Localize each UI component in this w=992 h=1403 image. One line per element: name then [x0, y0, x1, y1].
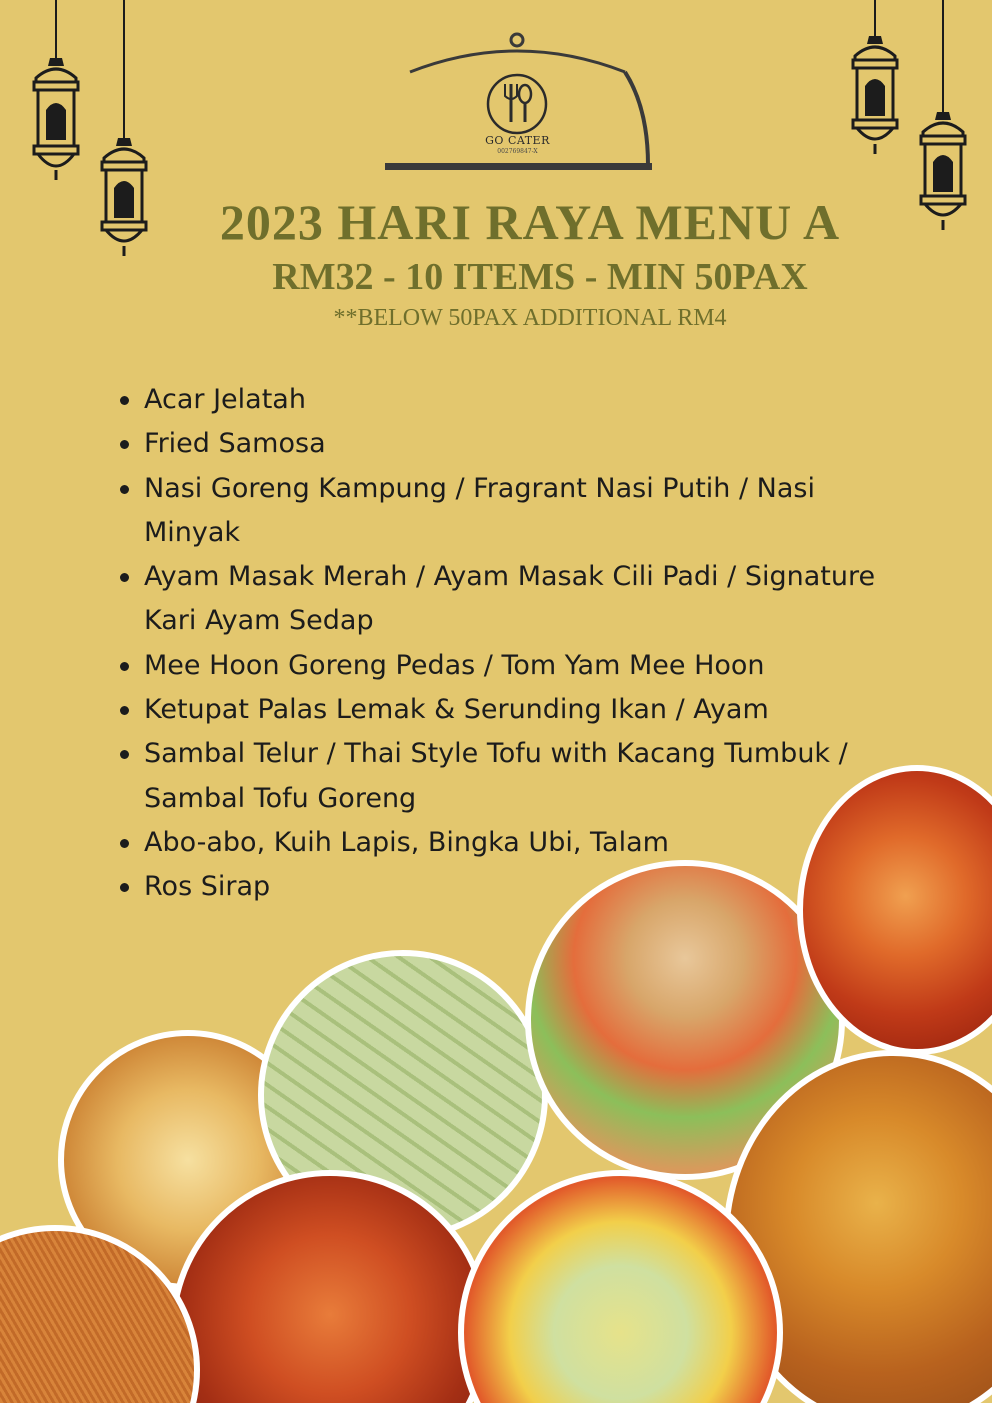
menu-item: Fried Samosa	[118, 422, 878, 466]
brand-name: GO CATER	[485, 134, 550, 147]
hanging-lantern-icon	[28, 0, 84, 185]
menu-item: Nasi Goreng Kampung / Fragrant Nasi Putih / Nasi Minyak	[118, 467, 878, 556]
brand-registration: 002769847-X	[497, 148, 538, 155]
price-line: RM32 - 10 ITEMS - MIN 50PAX	[272, 256, 808, 298]
fork-spoon-icon	[485, 72, 549, 136]
hanging-lantern-icon	[847, 0, 903, 160]
menu-list	[118, 378, 878, 910]
menu-item: Mee Hoon Goreng Pedas / Tom Yam Mee Hoon	[118, 644, 878, 688]
menu-item: Ayam Masak Merah / Ayam Masak Cili Padi / Signature Kari Ayam Sedap	[118, 555, 878, 644]
pax-note: **BELOW 50PAX ADDITIONAL RM4	[333, 305, 727, 331]
page-title: 2023 HARI RAYA MENU A	[219, 194, 841, 250]
hanging-lantern-icon	[915, 0, 971, 236]
menu-item: Ketupat Palas Lemak & Serunding Ikan / Ayam	[118, 688, 878, 732]
menu-item: Acar Jelatah	[118, 378, 878, 422]
menu-item: Abo-abo, Kuih Lapis, Bingka Ubi, Talam	[118, 821, 878, 865]
hanging-lantern-icon	[96, 0, 152, 260]
menu-item: Ros Sirap	[118, 865, 878, 909]
menu-item: Sambal Telur / Thai Style Tofu with Kacang Tumbuk / Sambal Tofu Goreng	[118, 732, 878, 821]
